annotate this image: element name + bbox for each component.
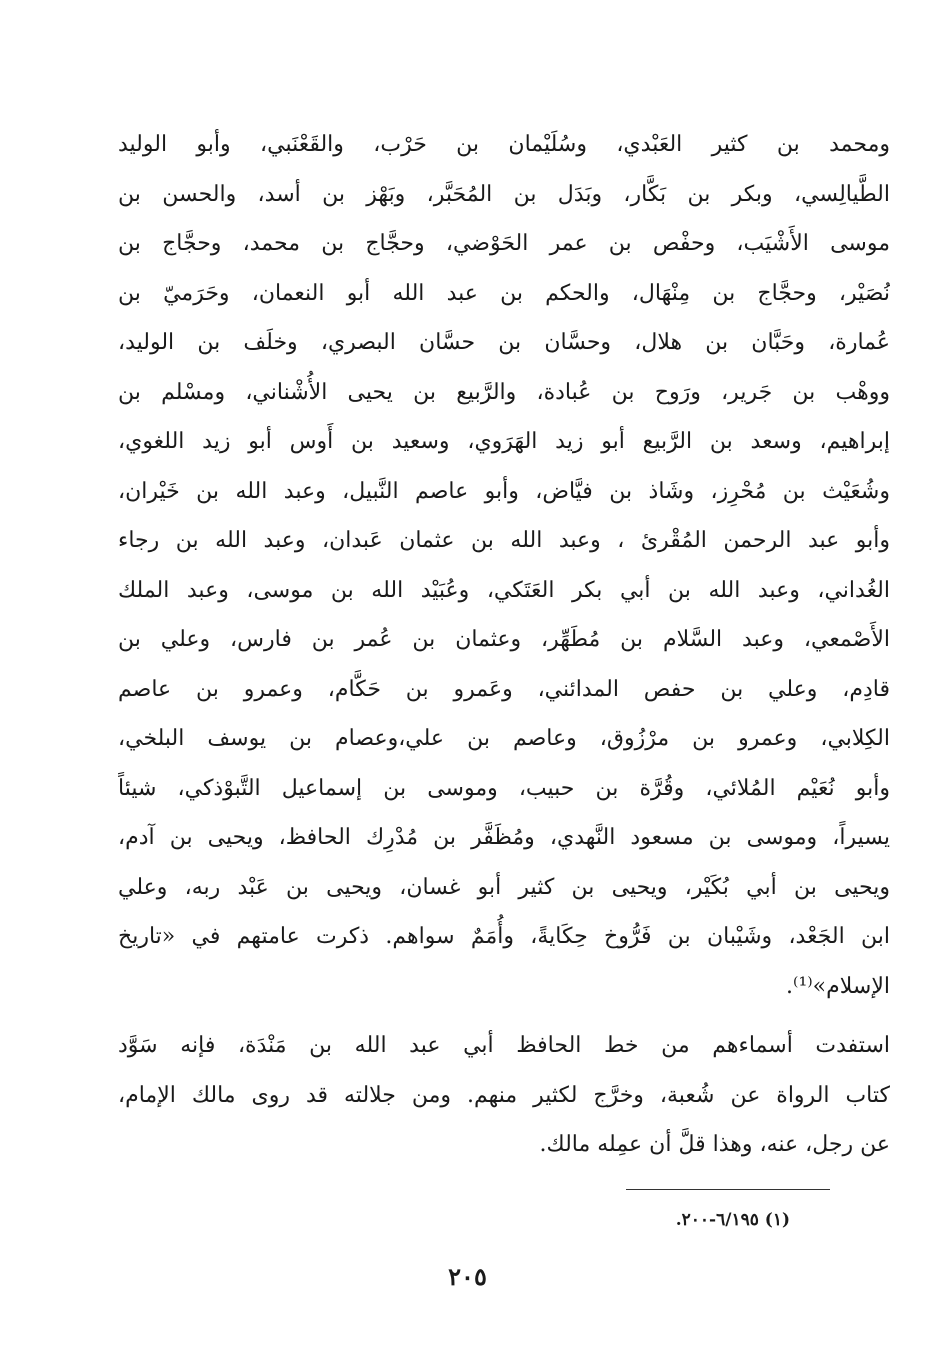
text-line: يسيراً، وموسى بن مسعود النَّهدي، ومُظَفَّر بن مُدْرِك الحافظ، ويحيى بن آدم، (118, 825, 890, 850)
text-line: كتاب الرواة عن شُعبة، وخرَّج لكثير منهم. ومن جلالته قد روى مالك الإمام، (118, 1082, 890, 1108)
text-line: الغُداني، وعبد الله بن أبي بكر العَتَكي، وعُبَيْد الله بن موسى، وعبد الملك (118, 577, 890, 603)
footnote-separator (626, 1189, 830, 1190)
text-line: الكِلابي، وعمرو بن مرْزُوق، وعاصم بن علي،وعصام بن يوسف البلخي، (118, 726, 890, 751)
text-line: ابن الجَعْد، وشَيْبان بن فَرُّوخ حِكَايةً، وأُمَمٌ سواهم. ذكرت عامتهم في «تاريخ (118, 924, 890, 949)
text-line: استفدت أسماءهم من خط الحافظ أبي عبد الله بن مَنْدَة، فإنه سَوَّد (118, 1033, 890, 1058)
text-line: وشُعَيْث بن مُحْرِز، وشَاذ بن فيَّاض، وأبو عاصم النَّبيل، وعبد الله بن خَيْران، (118, 478, 890, 504)
text-line: الأَصْمعي، وعبد السَّلام بن مُطَهِّر، وعثمان بن عُمر بن فارس، وعلي بن (118, 627, 890, 652)
text-line: وأبو نُعَيْم المُلائي، وقُرَّة بن حبيب، وموسى بن إسماعيل التَّبوْذكي، شيئاً (118, 775, 890, 801)
footnote: (١) ٦/١٩٥-٢٠٠. (675, 1210, 790, 1230)
page-number: ٢٠٥ (448, 1262, 487, 1291)
text-line: نُصَيْر، وحجَّاج بن مِنْهَال، والحكم بن عبد الله أبو النعمان، وحَرَميّ بن (118, 280, 890, 306)
text-line: ومحمد بن كثير العَبْدي، وسُلَيْمان بن حَرْب، والقَعْنَبي، وأبو الوليد (118, 132, 890, 157)
text-line: ووهْب بن جَرير، ورَوح بن عُبادة، والرَّبيع بن يحيى الأُشْناني، ومسْلم بن (118, 379, 890, 405)
text-line-last: الإسلام»⁽¹⁾. (786, 973, 890, 999)
text-line: عُمارة، وحَبَّان بن هلال، وحسَّان بن حسَّان البصري، وخلَف بن الوليد، (118, 330, 890, 355)
paragraph-source-note (118, 1021, 890, 1170)
text-line-last: عن رجل، عنه، وهذا قلَّ أن عمِله مالك. (539, 1132, 890, 1157)
text-line: موسى الأَشْيَب، وحفْص بن عمر الحَوْضي، وحجَّاج بن محمد، وحجَّاج بن (118, 231, 890, 256)
text-line: قادِم، وعلي بن حفص المدائني، وعَمرو بن حَكَّام، وعمرو بن عاصم (118, 676, 890, 702)
text-line: ويحيى بن أبي بُكَيْر، ويحيى بن كثير أبو غسان، ويحيى بن عَبْد ربه، وعلي (118, 874, 890, 900)
text-line: إبراهيم، وسعد بن الرَّبيع أبو زيد الهَرَوي، وسعيد بن أَوس أبو زيد اللغوي، (118, 429, 890, 454)
text-line: وأبو عبد الرحمن المُقْرئ ، وعبد الله بن عثمان عَبدان، وعبد الله بن رجاء (118, 528, 890, 553)
paragraph-narrators-list (118, 120, 890, 1011)
text-line: الطَّيالِسي، وبكر بن بَكَّار، وبَدَل بن المُحَبَّر، وبَهْز بن أسد، والحسن بن (118, 181, 890, 207)
